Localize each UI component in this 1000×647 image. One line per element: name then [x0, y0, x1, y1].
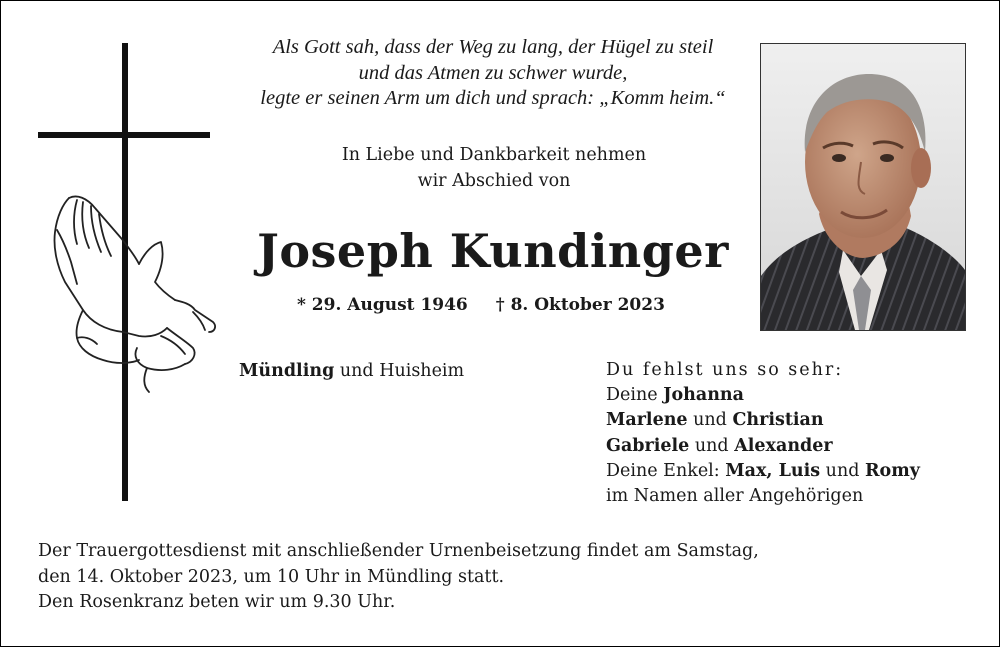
- place-primary: Mündling: [239, 361, 335, 381]
- praying-hands-icon: [43, 186, 223, 396]
- family-line: [606, 434, 996, 459]
- service-line: den 14. Oktober 2023, um 10 Uhr in Mündling statt.: [38, 566, 505, 587]
- farewell-line: wir Abschied von: [417, 171, 571, 191]
- family-connector: und: [820, 460, 865, 481]
- family-name: Johanna: [663, 385, 744, 406]
- farewell-line: In Liebe und Dankbarkeit nehmen: [341, 145, 647, 165]
- service-line: Den Rosenkranz beten wir um 9.30 Uhr.: [38, 592, 396, 612]
- poem-line: legte er seinen Arm um dich und sprach: „Komm heim.“: [260, 87, 726, 109]
- life-dates: [297, 292, 717, 318]
- cross-bar: [38, 132, 210, 138]
- deceased-name: Joseph Kundinger: [257, 224, 729, 278]
- family-name: Marlene: [606, 410, 688, 431]
- family-name: Max, Luis: [725, 460, 821, 481]
- family-line: [606, 408, 996, 433]
- farewell-text: [264, 142, 724, 194]
- family-name: Alexander: [734, 435, 833, 456]
- family-headline: Du fehlst uns so sehr:: [606, 360, 844, 380]
- family-closing: im Namen aller Angehörigen: [606, 486, 864, 507]
- portrait-photo: [760, 43, 966, 331]
- family-name: Romy: [864, 460, 920, 481]
- family-connector: und: [689, 435, 735, 456]
- family-name: Gabriele: [606, 435, 690, 456]
- family-list: [606, 358, 996, 509]
- place-connector: und: [334, 361, 380, 381]
- service-line: Der Trauergottesdienst mit anschließender Urnenbeisetzung findet am Samstag,: [38, 541, 759, 561]
- family-line: [606, 459, 996, 484]
- poem: [233, 35, 753, 112]
- family-prefix: Deine: [606, 385, 664, 406]
- family-connector: und: [687, 410, 733, 431]
- poem-line: Als Gott sah, dass der Weg zu lang, der Hügel zu steil: [272, 36, 714, 58]
- portrait-image: [761, 44, 965, 330]
- place-secondary: Huisheim: [379, 361, 465, 381]
- family-name: Christian: [732, 410, 824, 431]
- birth-date: * 29. August 1946: [297, 295, 468, 315]
- death-date: † 8. Oktober 2023: [495, 295, 665, 315]
- poem-line: und das Atmen zu schwer wurde,: [358, 61, 628, 84]
- service-info: [38, 539, 978, 616]
- family-prefix: Deine Enkel:: [606, 460, 726, 481]
- place-line: [239, 358, 464, 384]
- family-line: [606, 383, 996, 408]
